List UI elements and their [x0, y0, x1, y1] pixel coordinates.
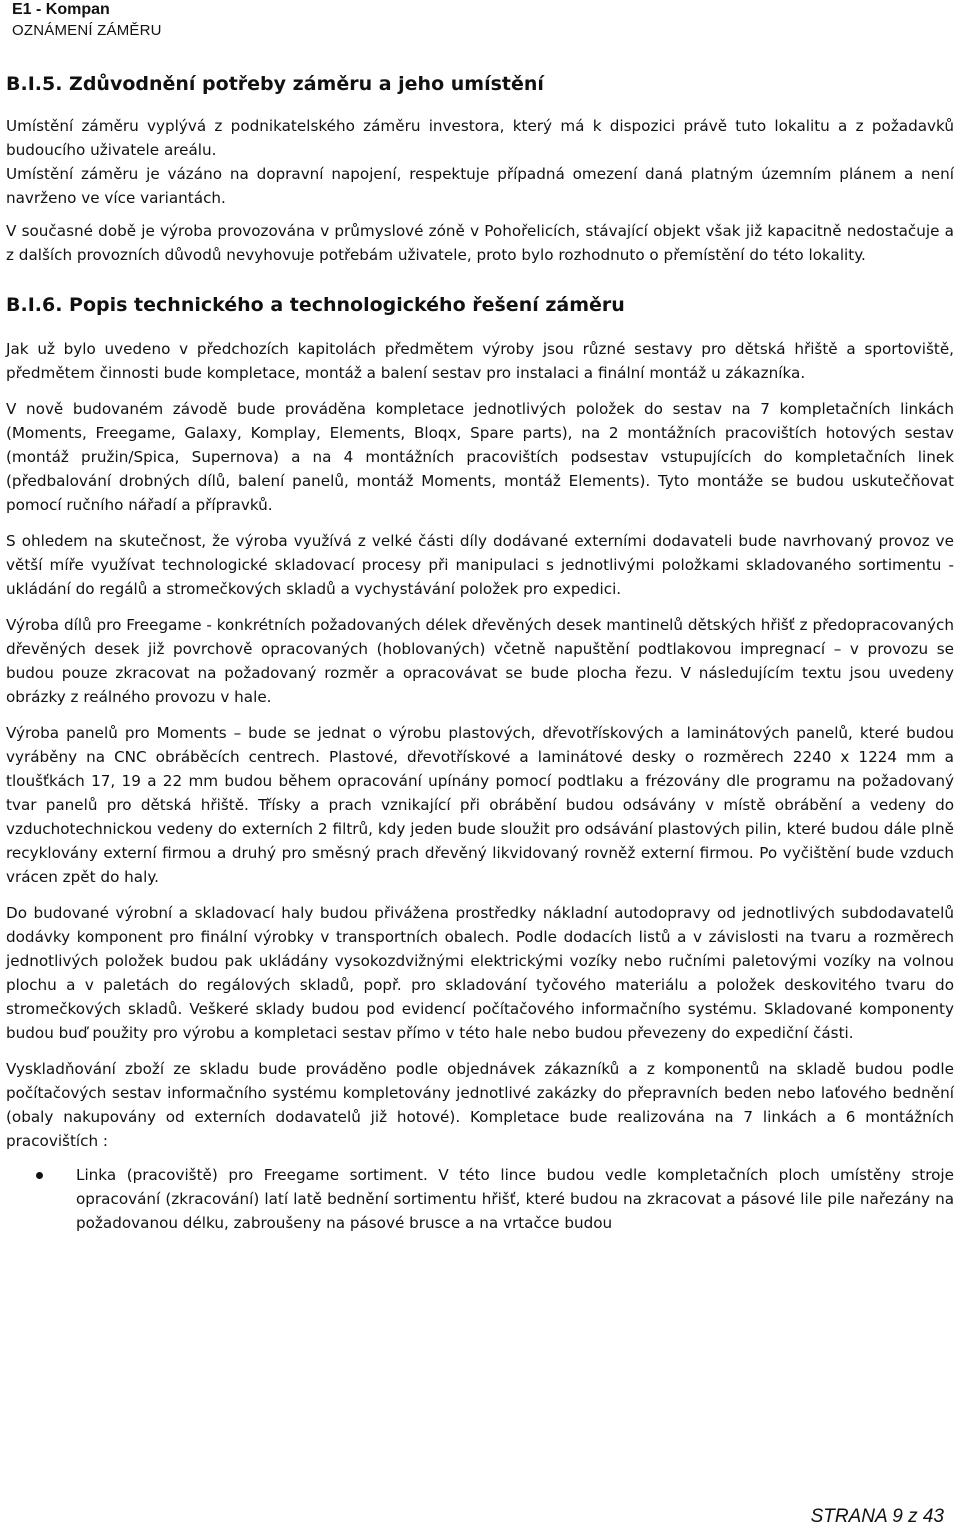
section-heading-b16: B.I.6. Popis technického a technologického řešení záměru: [6, 294, 625, 316]
document-subtitle: OZNÁMENÍ ZÁMĚRU: [12, 22, 162, 39]
bullet-list: [6, 1163, 954, 1235]
document-header: [12, 0, 162, 42]
paragraph: Umístění záměru vyplývá z podnikatelského záměru investora, který má k dispozici právě tuto lokalitu a z požadavků budoucího uživatele areálu.: [6, 117, 954, 159]
page-number: STRANA 9 z 43: [810, 1506, 944, 1527]
paragraph: V současné době je výroba provozována v průmyslové zóně v Pohořelicích, stávající objekt však již kapacitně nedostačuje a z dalších provozních důvodů nevyhovuje potřebám uživatele, proto bylo rozhodnuto o přemístění do této lokality.: [6, 222, 954, 264]
document-title: E1 - Kompan: [12, 1, 110, 18]
list-item-text: Linka (pracoviště) pro Freegame sortiment. V této lince budou vedle kompletačních ploch umístěny stroje opracování (zkracování) latí latě bednění sortimentu hřišť, které budou na zkracovat a pásové lile pile nařezány na požadovanou délku, zabroušeny na pásové brusce a na vrtačce budou: [76, 1166, 954, 1232]
paragraph: Umístění záměru je vázáno na dopravní napojení, respektuje případná omezení daná platným územním plánem a není navrženo ve více variantách.: [6, 165, 954, 207]
paragraph: Výroba panelů pro Moments – bude se jednat o výrobu plastových, dřevotřískových a laminátových panelů, které budou vyráběny na CNC obráběcích centrech. Plastové, dřevotřískové a laminátové desky o rozměrech 2240 x 1224 mm a tloušťkách 17, 19 a 22 mm budou během opracování upínány pomocí podtlaku a frézovány dle programu na požadovaný tvar panelů pro dětská hřiště. Třísky a prach vznikající při obrábění budou odsávány v místě obrábění a vedeny do vzduchotechnickou vedeny do externích 2 filtrů, kdy jeden bude sloužit pro odsávání plastových pilin, které budou dále plně recyklovány externí firmou a druhý pro směsný prach dřevěný likvidovaný rovněž externí firmou. Po vyčištění bude vzduch vrácen zpět do haly.: [6, 724, 954, 886]
section-heading-b15: B.I.5. Zdůvodnění potřeby záměru a jeho umístění: [6, 73, 544, 95]
bullet-icon: [36, 1172, 43, 1179]
paragraph: S ohledem na skutečnost, že výroba využívá z velké části díly dodávané externími dodavateli bude navrhovaný provoz ve větší míře využívat technologické skladovací procesy při manipulaci s jednotlivými položkami skladovaného sortimentu - ukládání do regálů a stromečkových skladů a vychystávání položek pro expedici.: [6, 532, 954, 598]
paragraph: V nově budovaném závodě bude prováděna kompletace jednotlivých položek do sestav na 7 kompletačních linkách (Moments, Freegame, Galaxy, Komplay, Elements, Bloqx, Spare parts), na 2 montážních pracovištích hotových sestav (montáž pružin/Spica, Supernova) a na 4 montážních pracovištích podsestav vstupujících do kompletačních linek (předbalování drobných dílů, balení panelů, montáž Moments, montáž Elements). Tyto montáže se budou uskutečňovat pomocí ručního nářadí a přípravků.: [6, 400, 954, 514]
paragraph: Jak už bylo uvedeno v předchozích kapitolách předmětem výroby jsou různé sestavy pro dětská hřiště a sportoviště, předmětem činnosti bude kompletace, montáž a balení sestav pro instalaci a finální montáž u zákazníka.: [6, 340, 954, 382]
list-item: [6, 1163, 954, 1235]
document-body: [6, 70, 954, 1235]
paragraph: Vyskladňování zboží ze skladu bude prováděno podle objednávek zákazníků a z komponentů na skladě budou podle počítačových sestav informačního systému kompletovány jednotlivé zakázky do přepravních beden nebo laťového bednění (obaly nakupovány od externích dodavatelů již hotové). Kompletace bude realizována na 7 linkách a 6 montážních pracovištích :: [6, 1060, 954, 1150]
paragraph: Výroba dílů pro Freegame - konkrétních požadovaných délek dřevěných desek mantinelů dětských hřišť z předopracovaných dřevěných desek již povrchově opracovaných (hoblovaných) včetně napuštění podtlakovou impregnací – v provozu se budou pouze zkracovat na požadovaný rozměr a opracovávat se bude plocha řezu. V následujícím textu jsou uvedeny obrázky z reálného provozu v hale.: [6, 616, 954, 706]
paragraph: Do budované výrobní a skladovací haly budou přivážena prostředky nákladní autodopravy od jednotlivých subdodavatelů dodávky komponent pro finální výrobky v transportních obalech. Podle dodacích listů a v závislosti na tvaru a rozměrech jednotlivých položek budou pak ukládány vysokozdvižnými elektrickými vozíky nebo ručními paletovými vozíky na volnou plochu a v paletách do regálových skladů, popř. pro skladování tyčového materiálu a položek deskovitého tvaru do stromečkových skladů. Veškeré sklady budou pod evidencí počítačového informačního systému. Skladované komponenty budou buď použity pro výrobu a kompletaci sestav přímo v této hale nebo budou převezeny do expediční části.: [6, 904, 954, 1042]
